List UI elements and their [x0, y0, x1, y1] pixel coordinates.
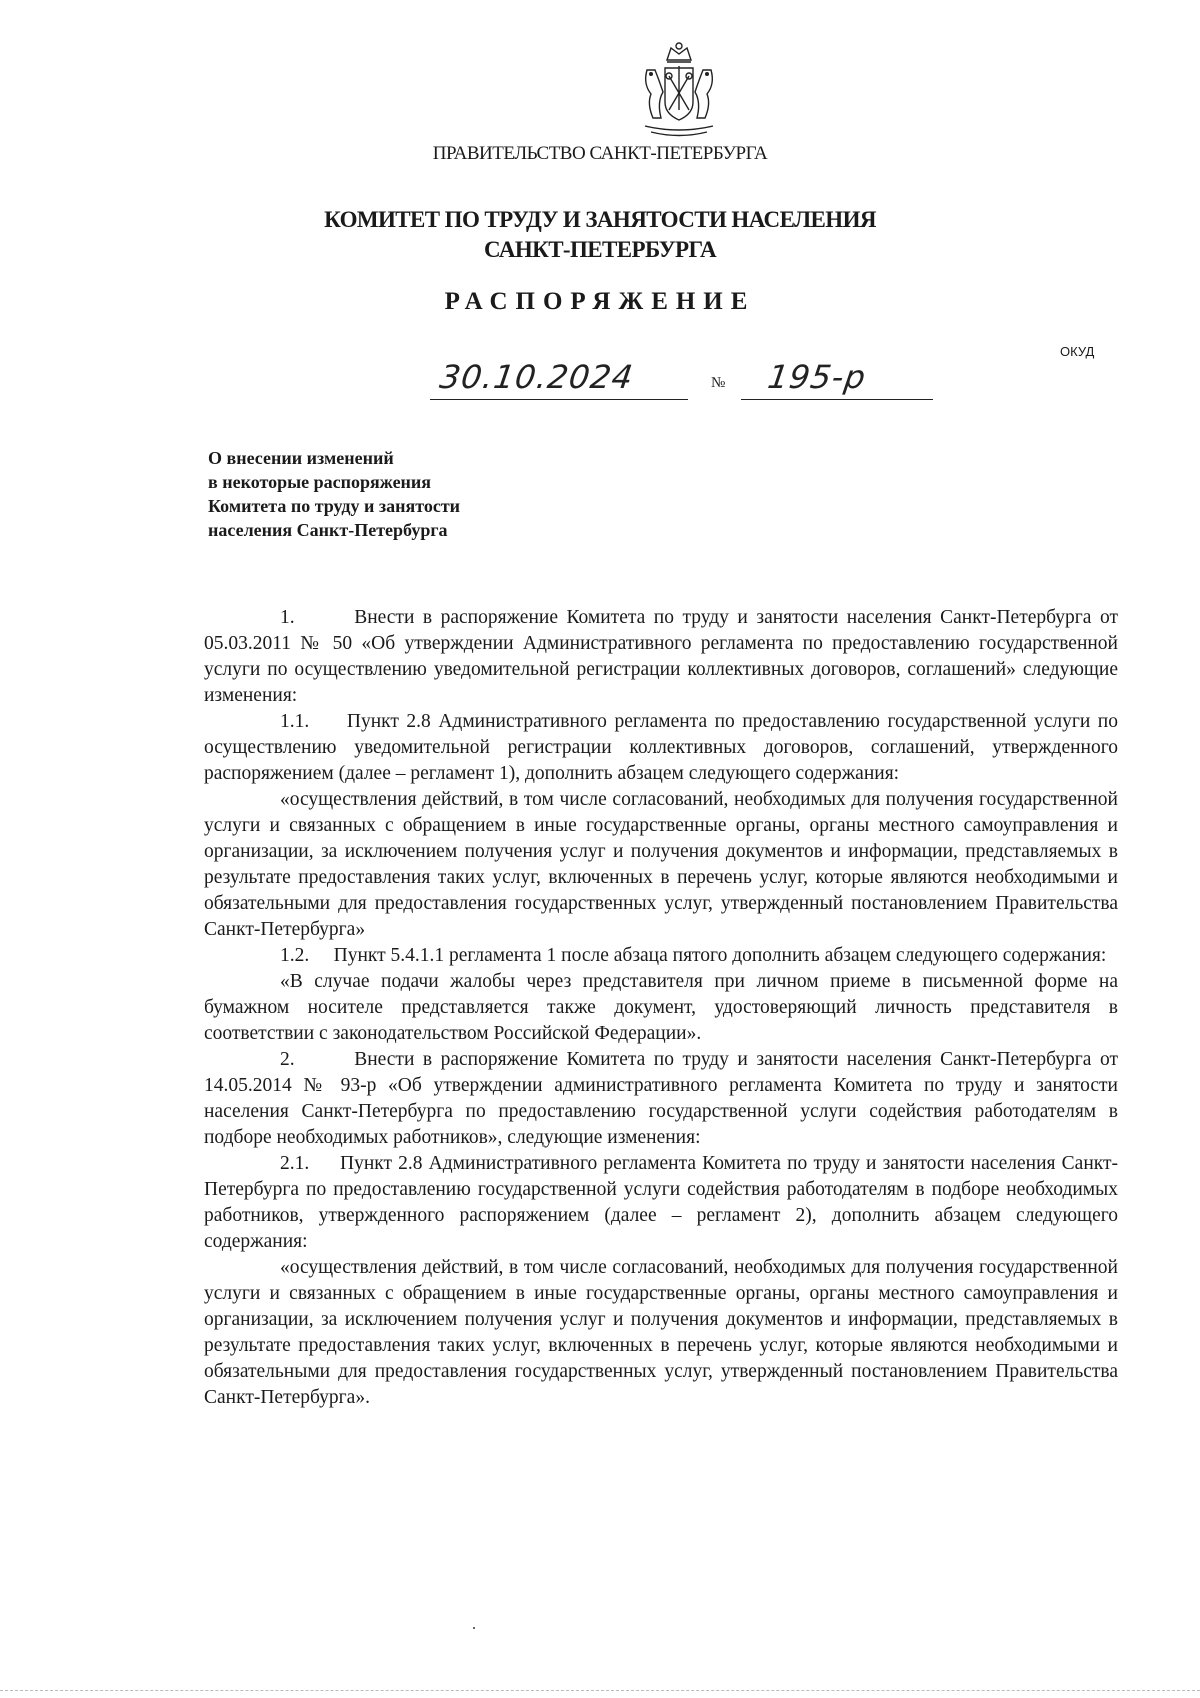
committee-name-line2: САНКТ-ПЕТЕРБУРГА [483, 237, 717, 262]
paragraph-1: 1. Внести в распоряжение Комитета по труду и занятости населения Санкт-Петербурга от 05.03.2011 № 50 «Об утверждении Административного регламента по предоставлению государственной услуги по осуществлению уведомительной регистрации коллективных договоров, соглашений» следующие изменения: [204, 607, 1118, 706]
subject-line: О внесении изменений [208, 448, 394, 468]
subject-line: в некоторые распоряжения [208, 472, 432, 492]
paragraph-2-1: 2.1. Пункт 2.8 Административного регламента Комитета по труду и занятости населения Санкт-Петербурга по предоставлению государственной услуги содействия работодателям в подборе необходимых работников, утвержденного распоряжением (далее – регламент 2), дополнить абзацем следующего содержания: [204, 1153, 1118, 1252]
document-number: 195-р [765, 358, 869, 396]
number-underline [741, 399, 933, 400]
document-subject [208, 446, 460, 542]
document-date: 30.10.2024 [437, 358, 636, 396]
paragraph-1-1-quote: «осуществления действий, в том числе согласований, необходимых для получения государственной услуги и связанных с обращением в иные государственные органы, органы местного самоуправления и организации, за исключением получения услуг и получения документов и информации, представляемых в результате предоставления таких услуг, включенных в перечень услуг, которые являются необходимыми и обязательными для предоставления государственных услуг, утвержденный постановлением Правительства Санкт-Петербурга» [204, 789, 1118, 940]
scan-speck [473, 1627, 475, 1629]
paragraph-2-1-quote: «осуществления действий, в том числе согласований, необходимых для получения государственной услуги и связанных с обращением в иные государственные органы, органы местного самоуправления и организации, за исключением получения услуг и получения документов и информации, представляемых в результате предоставления таких услуг, включенных в перечень услуг, которые являются необходимыми и обязательными для предоставления государственных услуг, утвержденный постановлением Правительства Санкт-Петербурга». [204, 1257, 1118, 1408]
document-type-title: РАСПОРЯЖЕНИЕ [444, 288, 756, 315]
committee-name-line1: КОМИТЕТ ПО ТРУДУ И ЗАНЯТОСТИ НАСЕЛЕНИЯ [324, 207, 876, 232]
paragraph-1-1: 1.1. Пункт 2.8 Административного регламента по предоставлению государственной услуги по осуществлению уведомительной регистрации коллективных договоров, соглашений, утвержденного распоряжением (далее – регламент 1), дополнить абзацем следующего содержания: [204, 711, 1118, 784]
paragraph-1-2: 1.2. Пункт 5.4.1.1 регламента 1 после абзаца пятого дополнить абзацем следующего содержания: [280, 945, 1107, 966]
paragraph-1-2-quote: «В случае подачи жалобы через представителя при личном приеме в письменной форме на бумажном носителе представляется также документ, удостоверяющий личность представителя в соответствии с законодательством Российской Федерации». [204, 971, 1118, 1044]
number-sign: № [711, 375, 726, 391]
coat-of-arms-icon [637, 40, 721, 140]
document-body [204, 605, 1118, 1411]
paragraph-2: 2. Внести в распоряжение Комитета по труду и занятости населения Санкт-Петербурга от 14.05.2014 № 93-р «Об утверждении административного регламента Комитета по труду и занятости населения Санкт-Петербурга по предоставлению государственной услуги содействия работодателям в подборе необходимых работников», следующие изменения: [204, 1049, 1118, 1148]
subject-line: Комитета по труду и занятости [208, 496, 461, 516]
okud-label: ОКУД [1060, 344, 1095, 359]
scan-edge-line [0, 1690, 1200, 1691]
government-name: ПРАВИТЕЛЬСТВО САНКТ-ПЕТЕРБУРГА [432, 143, 768, 164]
subject-line: населения Санкт-Петербурга [208, 520, 448, 540]
date-underline [430, 399, 688, 400]
committee-name [0, 205, 1200, 265]
